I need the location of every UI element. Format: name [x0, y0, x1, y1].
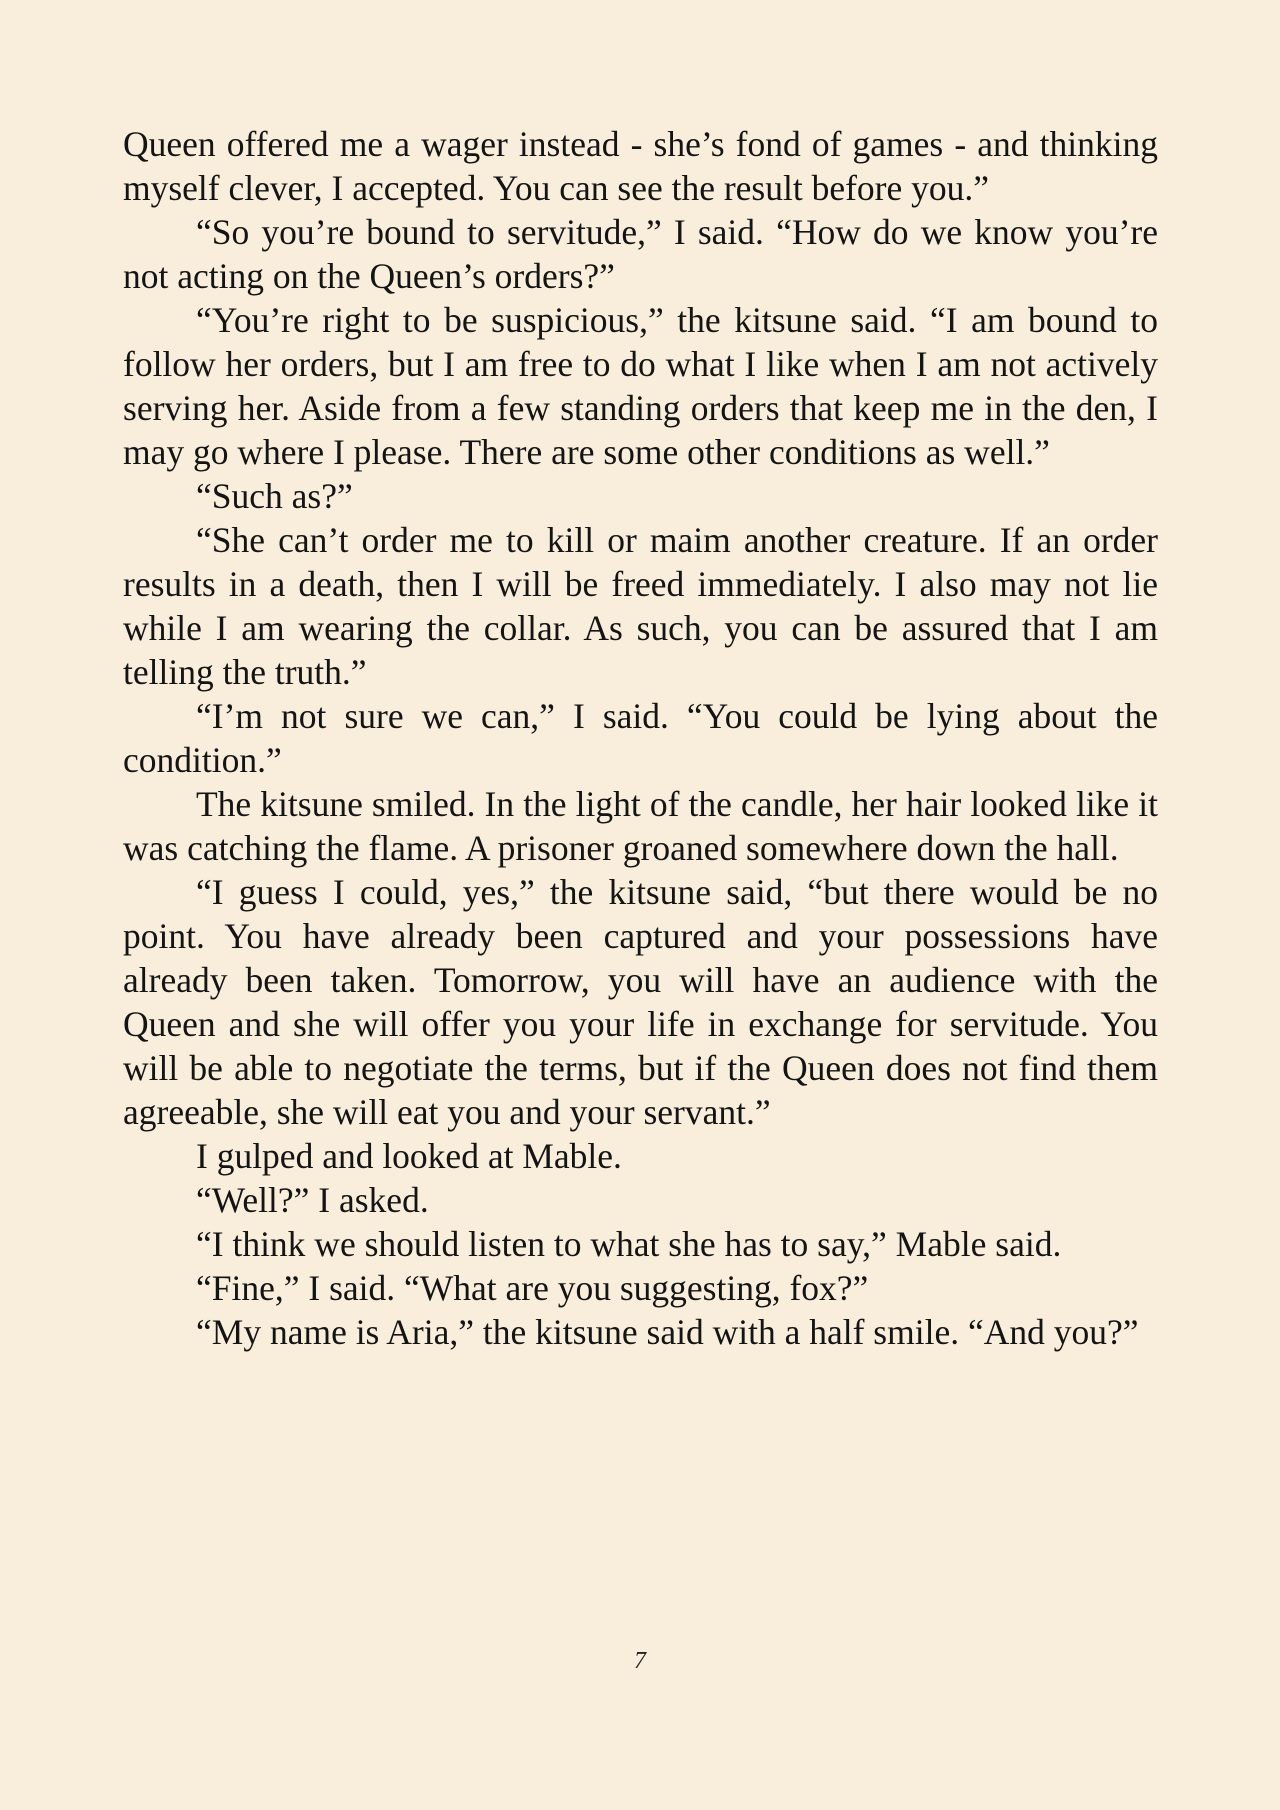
body-text	[123, 122, 1158, 1354]
paragraph-11: “I think we should listen to what she has to say,” Mable said.	[196, 1224, 1062, 1264]
paragraph-9: I gulped and looked at Mable.	[196, 1136, 622, 1176]
paragraph-7: The kitsune smiled. In the light of the candle, her hair looked like it was catching the flame. A prisoner groaned somewhere down the hall.	[123, 784, 1158, 868]
paragraph-13: “My name is Aria,” the kitsune said with a half smile. “And you?”	[196, 1312, 1139, 1352]
paragraph-4: “Such as?”	[196, 476, 353, 516]
paragraph-12: “Fine,” I said. “What are you suggesting, fox?”	[196, 1268, 869, 1308]
paragraph-1: Queen offered me a wager instead - she’s fond of games - and thinking myself clever, I accepted. You can see the result before you.”	[123, 124, 1158, 208]
paragraph-5: “She can’t order me to kill or maim another creature. If an order results in a death, then I will be freed immediately. I also may not lie while I am wearing the collar. As such, you can be assured that I am telling the truth.”	[123, 520, 1158, 692]
paragraph-3: “You’re right to be suspicious,” the kitsune said. “I am bound to follow her orders, but I am free to do what I like when I am not actively serving her. Aside from a few standing orders that keep me in the den, I may go where I please. There are some other conditions as well.”	[123, 300, 1158, 472]
paragraph-6: “I’m not sure we can,” I said. “You could be lying about the condition.”	[123, 696, 1158, 780]
paragraph-2: “So you’re bound to servitude,” I said. “How do we know you’re not acting on the Queen’s orders?”	[123, 212, 1158, 296]
page-number: 7	[634, 1648, 646, 1674]
paragraph-8: “I guess I could, yes,” the kitsune said, “but there would be no point. You have already been captured and your possessions have already been taken. Tomorrow, you will have an audience with the Queen and she will offer you your life in exchange for servitude. You will be able to negotiate the terms, but if the Queen does not find them agreeable, she will eat you and your servant.”	[123, 872, 1158, 1132]
paragraph-10: “Well?” I asked.	[196, 1180, 429, 1220]
